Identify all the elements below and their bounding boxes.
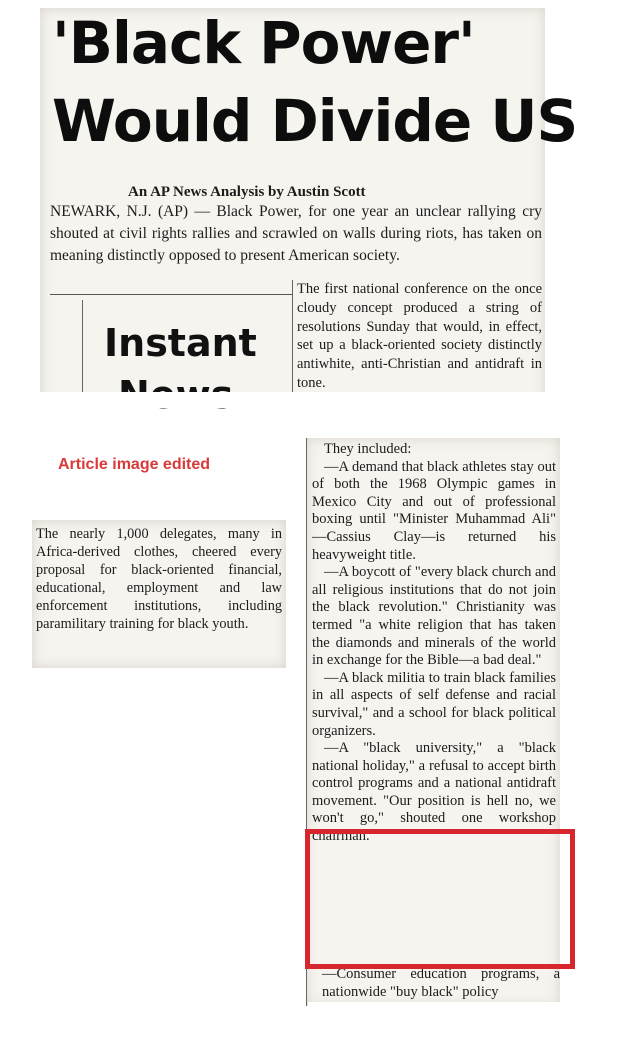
list-intro: They included:	[324, 441, 412, 457]
lede-paragraph: NEWARK, N.J. (AP) — Black Power, for one year an unclear rallying cry shouted at civil rights rallies and scrawled on walls during riots, has taken on meaning distinctly opposed to present American society.	[50, 203, 542, 264]
list-item-athletes: —A demand that black athletes stay out of both the 1968 Olympic games in Mexico City and out of professional boxing until "Minister Muhammad Ali" —Cassius Clay—is returned his heavyweight title.	[312, 458, 556, 563]
list-item-consumer: —Consumer education programs, a nationwide "buy black" policy	[322, 966, 560, 1000]
highlight-box	[305, 829, 575, 969]
clip-edge-mask	[40, 392, 545, 408]
right-column-text	[312, 441, 556, 846]
clip-bottom-mask	[308, 1002, 560, 1006]
list-item-militia: —A black militia to train black families in all aspects of self defense and racial survival," and a school for black political organizers.	[312, 669, 556, 739]
column-divider-vertical	[292, 280, 293, 404]
list-item-boycott: —A boycott of "every black church and all religious institutions that do not join the black revolution." Christianity was termed "a white religion that has taken the diamonds and minerals of the world in exchange for the Bible—a bad deal."	[312, 564, 556, 669]
headline-line-1: 'Black Power'	[52, 9, 475, 77]
left-column-text: The nearly 1,000 delegates, many in Africa-derived clothes, cheered every proposal for black-oriented financial, educational, employment and law enforcement institutions, including paramilitary training for black youth.	[36, 526, 282, 632]
list-item-university: —A "black university," a "black national holiday," a refusal to accept birth control programs and a national antidraft movement. "Our position is hell no, we won't go," shouted one workshop chairman.	[312, 740, 556, 845]
top-right-column-text: The first national conference on the once cloudy concept produced a string of resolutions Sunday that would, in effect, set up a black-oriented society distinctly antiwhite, anti-Christian and antidraft in tone.	[297, 281, 542, 391]
byline: An AP News Analysis by Austin Scott	[128, 184, 366, 200]
headline-line-2: Would Divide US	[52, 87, 578, 155]
inset-divider	[82, 300, 83, 404]
column-divider-horizontal	[50, 294, 292, 295]
sub-headline-line-1: Instant	[104, 321, 257, 365]
editor-note: Article image edited	[58, 456, 211, 473]
